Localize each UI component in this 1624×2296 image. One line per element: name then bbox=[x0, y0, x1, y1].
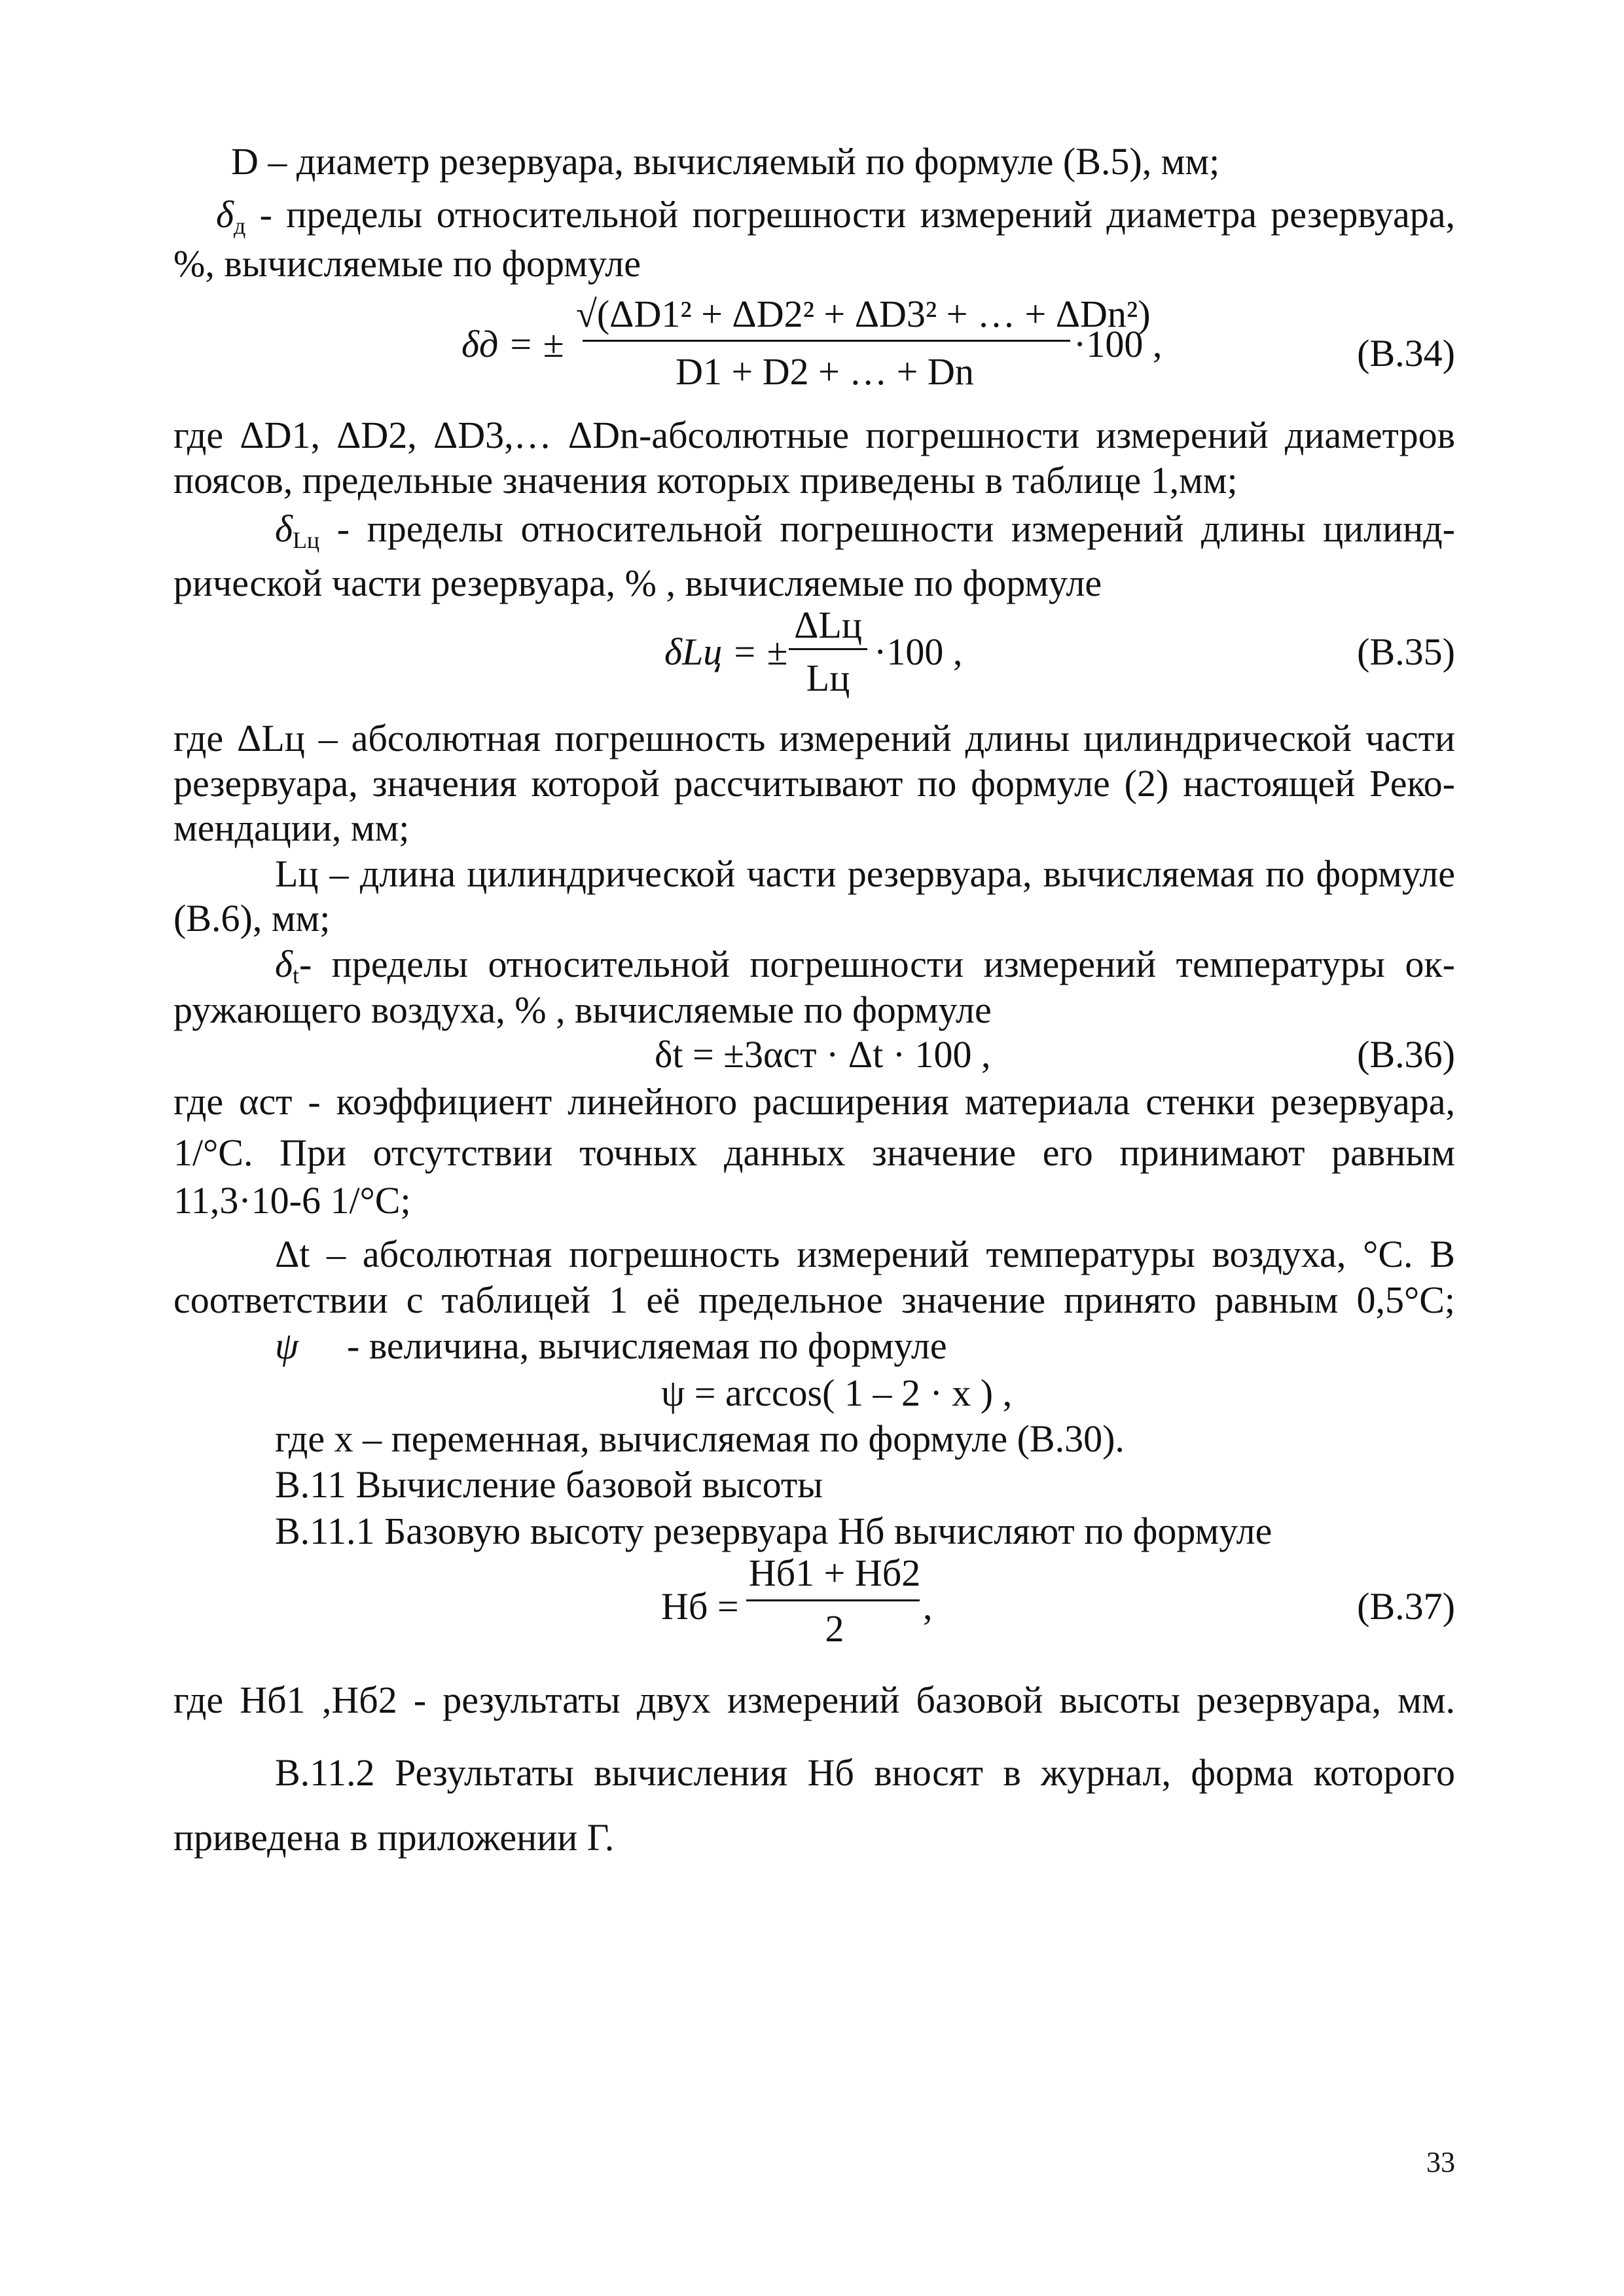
text-line: где Hб1 ,Hб2 - результаты двух измерений базовой высоты резервуара, мм. bbox=[173, 1679, 1455, 1721]
text-fragment: - пределы относительной погрешности измерений длины цилинд- bbox=[319, 507, 1455, 550]
text-line: D – диаметр резервуара, вычисляемый по формуле (В.5), мм; bbox=[231, 140, 1220, 183]
text-line bbox=[216, 193, 1455, 240]
subscript: д bbox=[233, 213, 246, 240]
equation-number: (В.36) bbox=[1357, 1033, 1455, 1076]
formula-b36: δt = ±3αст · Δt · 100 , bbox=[655, 1033, 991, 1076]
text-line: приведена в приложении Г. bbox=[173, 1816, 615, 1859]
text-line bbox=[275, 943, 1455, 989]
formula-b34-denominator: D1 + D2 + … + Dn bbox=[676, 350, 974, 393]
text-fragment: - пределы относительной погрешности измерений диаметра резервуара, bbox=[245, 193, 1455, 236]
formula-b34-numerator: √(ΔD1² + ΔD2² + ΔD3² + … + ΔDn²) bbox=[576, 293, 1151, 335]
formula-b34-lhs: δд = ± bbox=[461, 323, 564, 365]
formula-b35-denominator: Lц bbox=[806, 657, 850, 699]
text-line: В.11.1 Базовую высоту резервуара Hб вычисляют по формуле bbox=[275, 1510, 1272, 1552]
fraction-bar bbox=[789, 648, 867, 650]
text-line: ружающего воздуха, % , вычисляемые по формуле bbox=[173, 989, 992, 1031]
formula-b37-denominator: 2 bbox=[825, 1607, 844, 1650]
text-line: 11,3·10-6 1/°C; bbox=[173, 1179, 411, 1222]
formula-b34-tail: ·100 , bbox=[1074, 323, 1163, 365]
text-line: Δt – абсолютная погрешность измерений температуры воздуха, °C. В bbox=[275, 1233, 1455, 1275]
text-line bbox=[275, 507, 1455, 554]
section-heading: В.11 Вычисление базовой высоты bbox=[275, 1463, 823, 1506]
page-number: 33 bbox=[1426, 2146, 1455, 2178]
formula-b35-lhs: δLц = ± bbox=[664, 630, 788, 673]
delta-symbol: δ bbox=[275, 507, 293, 550]
text-line: где ΔLц – абсолютная погрешность измерений длины цилиндрической части bbox=[173, 717, 1455, 759]
text-line: поясов, предельные значения которых приведены в таблице 1,мм; bbox=[173, 459, 1238, 501]
text-line: резервуара, значения которой рассчитывают по формуле (2) настоящей Реко- bbox=[173, 762, 1455, 805]
delta-symbol: δ bbox=[216, 193, 234, 236]
text-line: %, вычисляемые по формуле bbox=[173, 242, 641, 285]
text-line: В.11.2 Результаты вычисления Hб вносят в журнал, форма которого bbox=[275, 1751, 1455, 1794]
text-line: (В.6), мм; bbox=[173, 897, 331, 939]
text-line: где x – переменная, вычисляемая по формуле (В.30). bbox=[275, 1417, 1125, 1460]
text-line: мендации, мм; bbox=[173, 807, 410, 849]
text-line: рической части резервуара, % , вычисляемые по формуле bbox=[173, 562, 1102, 604]
text-line: 1/°C. При отсутствии точных данных значение его принимают равным bbox=[173, 1131, 1455, 1174]
subscript: t bbox=[292, 962, 299, 989]
text-line: где αст - коэффициент линейного расширения материала стенки резервуара, bbox=[173, 1080, 1455, 1123]
fraction-bar bbox=[746, 1599, 920, 1601]
text-fragment: - пределы относительной погрешности измерений температуры ок- bbox=[298, 943, 1455, 985]
formula-b35-numerator: ΔLц bbox=[794, 604, 862, 646]
fraction-bar bbox=[583, 340, 1070, 342]
psi-symbol: ψ bbox=[275, 1324, 299, 1367]
equation-number: (В.34) bbox=[1357, 332, 1455, 374]
formula-psi: ψ = arccos( 1 – 2 · x ) , bbox=[661, 1372, 1013, 1414]
subscript: Lц bbox=[292, 527, 320, 554]
text-line: - величина, вычисляемая по формуле bbox=[347, 1324, 947, 1367]
formula-b37-tail: , bbox=[923, 1585, 933, 1628]
text-line: Lц – длина цилиндрической части резервуара, вычисляемая по формуле bbox=[275, 852, 1455, 895]
formula-b37-lhs: Hб = bbox=[661, 1585, 739, 1628]
text-line: где ΔD1, ΔD2, ΔD3,… ΔDn-абсолютные погрешности измерений диаметров bbox=[173, 414, 1455, 456]
delta-symbol: δ bbox=[275, 943, 293, 985]
equation-number: (В.35) bbox=[1357, 630, 1455, 673]
text-line: соответствии с таблицей 1 её предельное значение принято равным 0,5°C; bbox=[173, 1279, 1455, 1321]
formula-b37-numerator: Hб1 + Hб2 bbox=[748, 1552, 921, 1594]
formula-b35-tail: ·100 , bbox=[874, 630, 963, 673]
equation-number: (В.37) bbox=[1357, 1585, 1455, 1628]
